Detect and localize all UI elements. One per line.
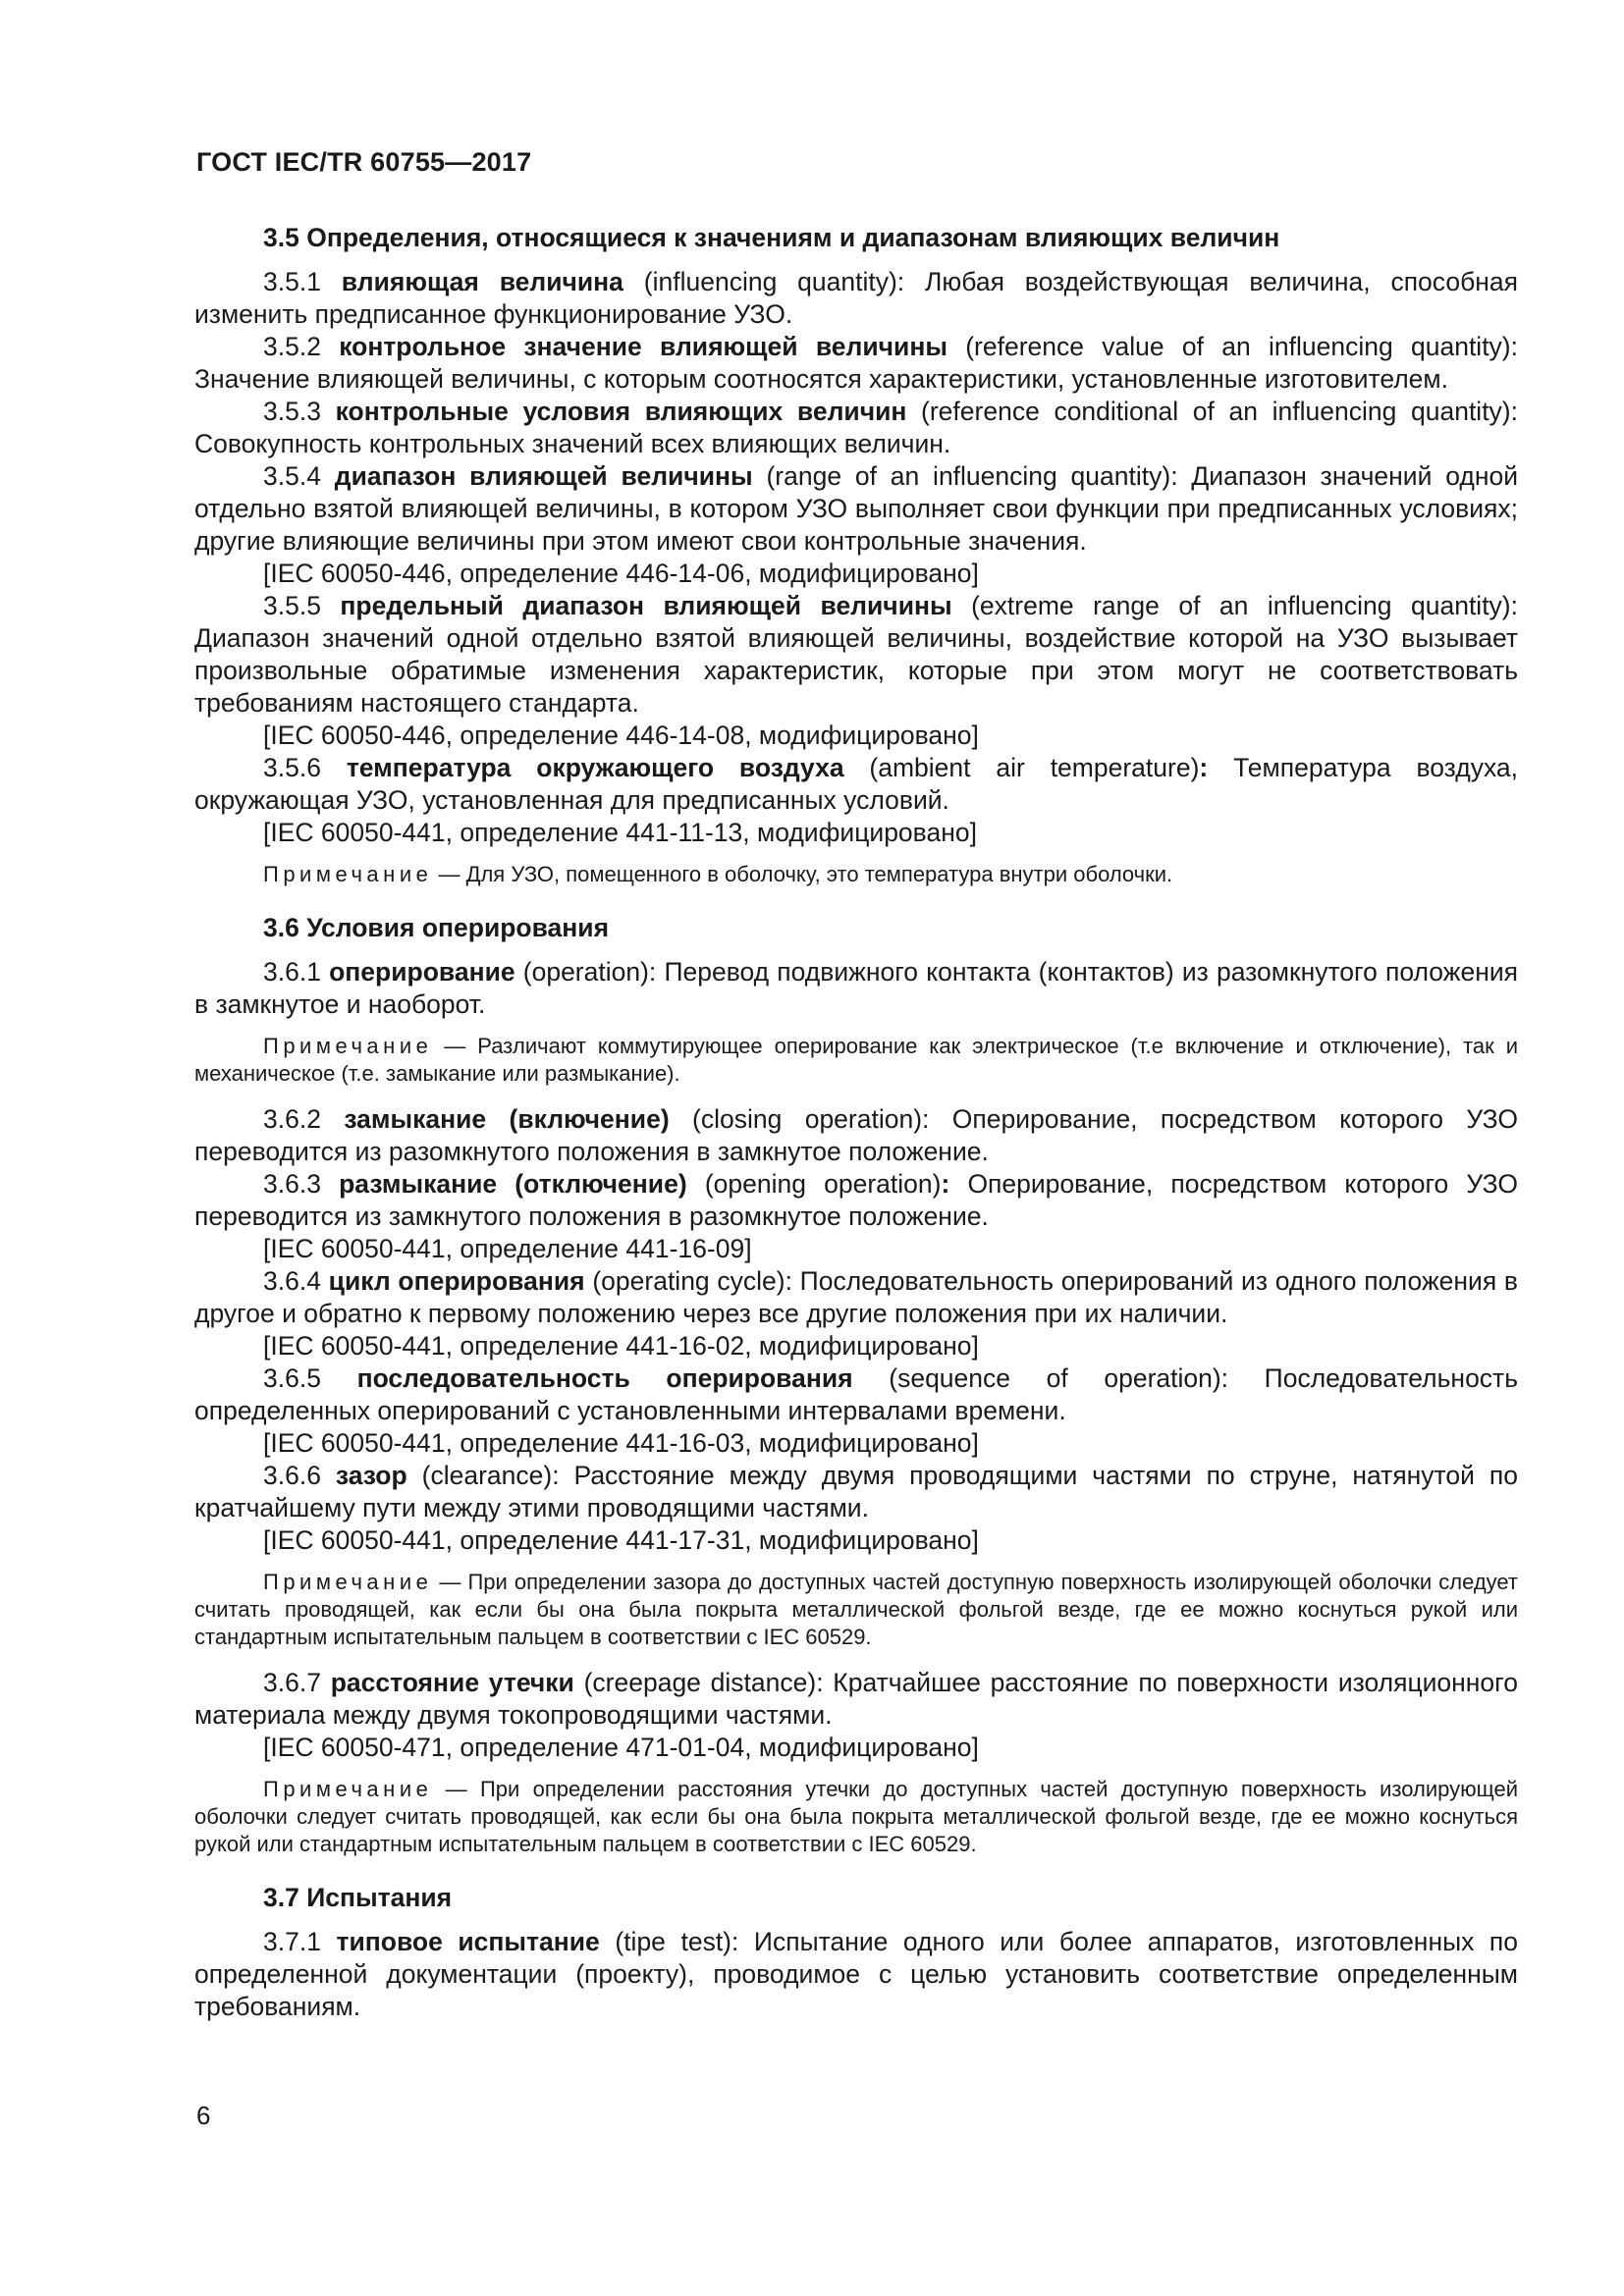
term: размыкание (отключение)	[339, 1169, 687, 1199]
note-3-6-7: Примечание — При определении расстояния утечки до доступных частей доступную поверхность изолирующей оболочки следует считать проводящей, как если бы она была покрыта металлической фольгой везде, где ее можно коснуться рукой или стандартным испытательным пальцем в соответствии с IEC 60529.	[194, 1777, 1518, 1856]
term: зазор	[335, 1461, 407, 1490]
term: диапазон влияющей величины	[334, 461, 753, 491]
note-label: Примечание	[263, 1777, 433, 1801]
definition-3-5-3: 3.5.3 контрольные условия влияющих величин (reference conditional of an influencing quantity): Совокупность контрольных значений всех влияющих величин.	[194, 397, 1518, 458]
term: типовое испытание	[336, 1927, 600, 1956]
section-heading-3-7: 3.7 Испытания	[263, 1883, 453, 1912]
term: температура окружающего воздуха	[346, 753, 844, 782]
term: последовательность оперирования	[356, 1363, 853, 1393]
reference-3-6-5: [IEC 60050-441, определение 441-16-03, модифицировано]	[263, 1428, 979, 1458]
note-label: Примечание	[263, 1034, 433, 1058]
note-3-6-6: Примечание — При определении зазора до доступных частей доступную поверхность изолирующей оболочки следует считать проводящей, как если бы она была покрыта металлической фольгой везде, где ее можно коснуться рукой или стандартным испытательным пальцем в соответствии с IEC 60529.	[194, 1570, 1518, 1649]
definition-3-6-7: 3.6.7 расстояние утечки (creepage distance): Кратчайшее расстояние по поверхности изоляционного материала между двумя токопроводящими частями.	[194, 1668, 1518, 1730]
term: замыкание (включение)	[344, 1104, 670, 1134]
term: влияющая величина	[341, 267, 623, 296]
term: контрольные условия влияющих величин	[335, 397, 907, 426]
note-label: Примечание	[263, 862, 433, 886]
section-heading-3-5: 3.5 Определения, относящиеся к значениям и диапазонам влияющих величин	[263, 223, 1280, 252]
reference-3-5-4: [IEC 60050-446, определение 446-14-06, модифицировано]	[263, 559, 979, 588]
definition-3-6-1: 3.6.1 оперирование (operation): Перевод подвижного контакта (контактов) из разомкнутого положения в замкнутое и наоборот.	[194, 957, 1518, 1019]
reference-3-6-4: [IEC 60050-441, определение 441-16-02, модифицировано]	[263, 1331, 979, 1361]
reference-3-5-6: [IEC 60050-441, определение 441-11-13, модифицировано]	[263, 818, 977, 847]
definition-3-6-4: 3.6.4 цикл оперирования (operating cycle): Последовательность оперирований из одного положения в другое и обратно к первому положению через все другие положения при их наличии.	[194, 1266, 1518, 1328]
reference-3-6-3: [IEC 60050-441, определение 441-16-09]	[263, 1234, 752, 1263]
definition-3-6-6: 3.6.6 зазор (clearance): Расстояние между двумя проводящими частями по струне, натянутой по кратчайшему пути между этими проводящими частями.	[194, 1461, 1518, 1522]
page-number: 6	[196, 2101, 211, 2130]
definition-3-6-2: 3.6.2 замыкание (включение) (closing operation): Оперирование, посредством которого УЗО переводится из разомкнутого положения в замкнутое положение.	[194, 1104, 1518, 1166]
definition-3-5-2: 3.5.2 контрольное значение влияющей величины (reference value of an influencing quantity): Значение влияющей величины, с которым соотносятся характеристики, установленные изготовителем.	[194, 332, 1518, 394]
note-3-5-6: Примечание — Для УЗО, помещенного в оболочку, это температура внутри оболочки.	[263, 862, 1173, 886]
term: предельный диапазон влияющей величины	[340, 591, 952, 620]
document-body	[194, 222, 1518, 2023]
term: цикл оперирования	[328, 1266, 585, 1296]
term: расстояние утечки	[330, 1668, 574, 1697]
definition-3-7-1: 3.7.1 типовое испытание (tipe test): Испытание одного или более аппаратов, изготовленных по определенной документации (проекту), проводимое с целью установить соответствие определенным требованиям.	[194, 1927, 1519, 2021]
term: оперирование	[329, 957, 515, 987]
definition-3-6-3: 3.6.3 размыкание (отключение) (opening operation): Оперирование, посредством которого УЗО переводится из замкнутого положения в разомкнутое положение.	[194, 1169, 1518, 1231]
note-label: Примечание	[263, 1570, 433, 1594]
definition-3-6-5: 3.6.5 последовательность оперирования (sequence of operation): Последовательность определенных оперирований с установленными интервалами времени.	[194, 1363, 1518, 1425]
definition-3-5-5: 3.5.5 предельный диапазон влияющей величины (extreme range of an influencing quantity): Диапазон значений одной отдельно взятой влияющей величины, воздействие которой на УЗО вызывает произвольные обратимые изменения характеристик, которые при этом могут не соответствовать требованиям настоящего стандарта.	[194, 591, 1518, 718]
note-3-6-1: Примечание — Различают коммутирующее оперирование как электрическое (т.е включение и отключение), так и механическое (т.е. замыкание или размыкание).	[194, 1034, 1518, 1086]
reference-3-6-6: [IEC 60050-441, определение 441-17-31, модифицировано]	[263, 1525, 979, 1555]
definition-3-5-1: 3.5.1 влияющая величина (influencing quantity): Любая воздействующая величина, способная изменить предписанное функционирование УЗО.	[194, 267, 1518, 329]
term: контрольное значение влияющей величины	[339, 332, 947, 361]
definition-3-5-4: 3.5.4 диапазон влияющей величины (range of an influencing quantity): Диапазон значений одной отдельно взятой влияющей величины, в котором УЗО выполняет свои функции при предписанных условиях; другие влияющие величины при этом имеют свои контрольные значения.	[194, 461, 1518, 556]
document-code-header: ГОСТ IEC/TR 60755—2017	[196, 147, 532, 177]
section-heading-3-6: 3.6 Условия оперирования	[263, 913, 610, 942]
definition-3-5-6: 3.5.6 температура окружающего воздуха (ambient air temperature): Температура воздуха, окружающая УЗО, установленная для предписанных условий.	[194, 753, 1519, 815]
reference-3-6-7: [IEC 60050-471, определение 471-01-04, модифицировано]	[263, 1733, 979, 1762]
reference-3-5-5: [IEC 60050-446, определение 446-14-08, модифицировано]	[263, 721, 979, 750]
